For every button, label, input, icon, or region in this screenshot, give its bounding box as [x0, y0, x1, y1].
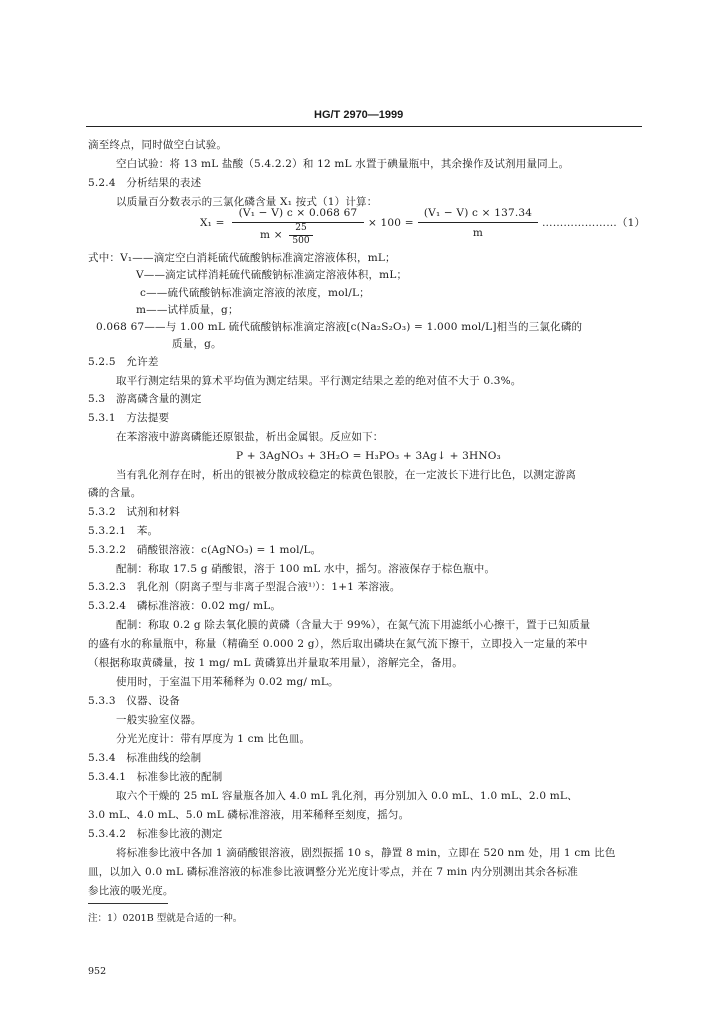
definition-constant: 0.068 67——与 1.00 mL 硫代硫酸钠标准滴定溶液[c(Na₂S₂O₃) = 1.000 mol/L]相当的三氯化磷的 [96, 321, 583, 333]
definition-v1: 式中：V₁——滴定空白消耗硫代硫酸钠标准滴定溶液体积，mL； [88, 252, 396, 264]
footnote: 注：1）0201B 型就是合适的一种。 [88, 913, 243, 924]
definition-constant-cont: 质量，g。 [172, 338, 222, 350]
text-line: 空白试验：将 13 mL 盐酸（5.4.2.2）和 12 mL 水置于碘量瓶中，其余操作及试剂用量同上。 [116, 158, 570, 170]
section-heading: 5.3.2.3 乳化剂（阴离子型与非离子型混合液¹⁾）：1+1 苯溶液。 [88, 581, 401, 593]
footnote-rule [88, 903, 168, 904]
reaction-equation: P + 3AgNO₃ + 3H₂O = H₃PO₃ + 3Ag↓ + 3HNO₃ [236, 450, 501, 462]
text-line: 取平行测定结果的算术平均值为测定结果。平行测定结果之差的绝对值不大于 0.3%。 [116, 375, 522, 387]
text-line: 使用时，于室温下用苯稀释为 0.02 mg/ mL。 [116, 676, 339, 688]
section-heading: 5.3.2.1 苯。 [88, 525, 159, 537]
formula-lhs: X₁ = [200, 217, 225, 229]
text-line: 分光光度计：带有厚度为 1 cm 比色皿。 [116, 733, 311, 745]
text-line: 将标准参比液中各加 1 滴硝酸银溶液，剧烈振摇 10 s，静置 8 min，立即在 520 nm 处，用 1 cm 比色 [116, 847, 616, 859]
formula-numerator-2: (V₁ − V) c × 137.34 [423, 207, 533, 219]
text-line: 3.0 mL、4.0 mL、5.0 mL 磷标准溶液，用苯稀释至刻度，摇匀。 [88, 809, 410, 821]
text-line: 取六个干燥的 25 mL 容量瓶各加入 4.0 mL 乳化剂，再分别加入 0.0 mL、1.0 mL、2.0 mL、 [116, 790, 578, 802]
text-line: 皿，以加入 0.0 mL 磷标准溶液的标准参比液调整分光光度计零点，并在 7 min 内分别测出其余各标准 [88, 866, 579, 878]
formula-denominator-1-num: 25 [295, 223, 307, 233]
section-heading: 5.3.3 仪器、设备 [88, 695, 180, 707]
text-line: （根据称取黄磷量，按 1 mg/ mL 黄磷算出并量取苯用量），溶解完全，备用。 [88, 657, 463, 669]
text-line: 滴至终点，同时做空白试验。 [88, 139, 228, 151]
section-heading: 5.3.2.4 磷标准溶液：0.02 mg/ mL。 [88, 600, 282, 612]
fraction-bar [418, 222, 538, 223]
text-line: 参比液的吸光度。 [88, 885, 174, 897]
section-heading: 5.3.2 试剂和材料 [88, 506, 180, 518]
formula-denominator-1a: m × [260, 229, 283, 241]
formula-denominator-1-den: 500 [292, 236, 310, 246]
definition-c: c——硫代硫酸钠标准滴定溶液的浓度，mol/L； [140, 287, 370, 299]
formula-times-100: × 100 = [368, 217, 414, 229]
text-line: 的盛有水的称量瓶中，称量（精确至 0.000 2 g），然后取出磷块在氮气流下擦干，立即投入一定量的苯中 [88, 638, 588, 650]
standard-code: HG/T 2970—1999 [314, 109, 404, 121]
section-heading: 5.3.1 方法提要 [88, 412, 170, 424]
equation-number: …………………（1） [542, 217, 646, 229]
section-heading: 5.3.4.1 标准参比液的配制 [88, 771, 223, 783]
section-heading: 5.2.5 允许差 [88, 356, 159, 368]
formula-numerator-1: (V₁ − V) c × 0.068 67 [238, 207, 358, 219]
page-number: 952 [88, 966, 107, 977]
text-line: 在苯溶液中游离磷能还原银盐，析出金属银。反应如下： [116, 431, 384, 443]
text-line: 配制：称取 17.5 g 硝酸银，溶于 100 mL 水中，摇匀。溶液保存于棕色瓶中。 [116, 563, 496, 575]
text-line: 一般实验室仪器。 [116, 714, 202, 726]
header-rule [86, 126, 642, 127]
text-line: 以质量百分数表示的三氯化磷含量 X₁ 按式（1）计算： [116, 196, 378, 208]
section-heading: 5.3.4 标准曲线的绘制 [88, 752, 202, 764]
section-heading: 5.2.4 分析结果的表述 [88, 177, 202, 189]
text-line: 磷的含量。 [88, 487, 142, 499]
formula-denominator-2: m [472, 227, 484, 239]
section-heading: 5.3.4.2 标准参比液的测定 [88, 828, 223, 840]
text-line: 当有乳化剂存在时，析出的银被分散成较稳定的棕黄色银胶，在一定波长下进行比色，以测定游离 [116, 469, 577, 481]
definition-m: m——试样质量，g； [136, 304, 239, 316]
section-heading: 5.3.2.2 硝酸银溶液：c(AgNO₃) = 1 mol/L。 [88, 544, 322, 556]
text-line: 配制：称取 0.2 g 除去氧化膜的黄磷（含量大于 99%），在氮气流下用滤纸小心擦干，置于已知质量 [116, 619, 591, 631]
definition-v: V——滴定试样消耗硫代硫酸钠标准滴定溶液体积，mL； [136, 269, 408, 281]
section-heading: 5.3 游离磷含量的测定 [88, 393, 202, 405]
